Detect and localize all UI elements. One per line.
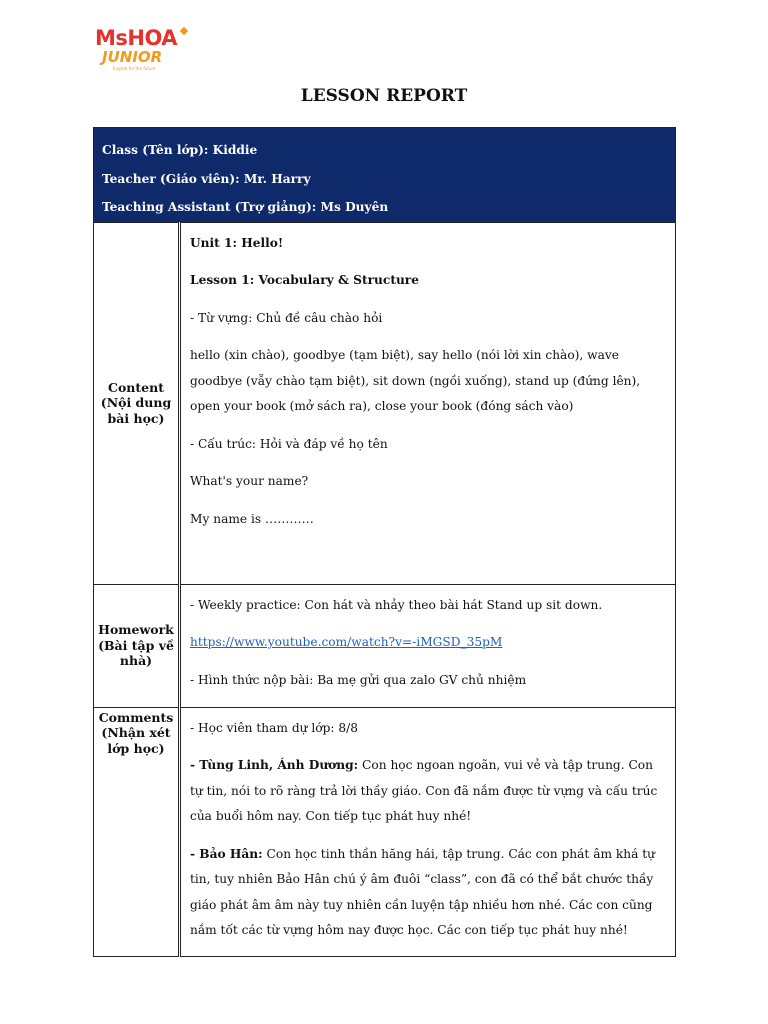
page-title: LESSON REPORT: [300, 86, 468, 106]
class-line: Class (Tên lớp): Kiddie: [102, 143, 258, 157]
homework-video-link[interactable]: https://www.youtube.com/watch?v=-iMGSD_35pM: [190, 635, 503, 649]
brand-logo: [95, 26, 195, 74]
comments-label: Comments (Nhận xét lớp học): [94, 707, 180, 956]
structure-heading: - Cấu trúc: Hỏi và đáp về họ tên: [190, 436, 388, 451]
comment-1: [190, 753, 665, 830]
comment-1-text: Con học ngoan ngoãn, vui vẻ và tập trung. Con tự tin, nói to rõ ràng trả lời thầy giáo. Con đã nắm được từ vựng và cấu trúc của buổi hôm nay. Con tiếp tục phát huy nhé!: [190, 758, 658, 823]
homework-cell: [180, 584, 676, 707]
logo-tagline: English for the future: [113, 66, 156, 71]
vocab-list: hello (xin chào), goodbye (tạm biệt), say hello (nói lời xin chào), wave goodbye (vẫy chào tạm biệt), sit down (ngồi xuống), stand up (đứng lên), open your book (mở sách ra), close your book (đóng sách vào): [190, 348, 641, 413]
report-header: [94, 128, 676, 223]
unit-title: Unit 1: Hello!: [190, 235, 284, 250]
homework-submission: - Hình thức nộp bài: Ba mẹ gửi qua zalo GV chủ nhiệm: [190, 672, 527, 687]
content-label: Content (Nội dung bài học): [94, 222, 180, 584]
homework-label: Homework (Bài tập về nhà): [94, 584, 180, 707]
structure-answer: My name is …………: [190, 511, 314, 526]
lesson-report-table: [93, 127, 676, 957]
content-cell: [180, 222, 676, 584]
assistant-line: Teaching Assistant (Trợ giảng): Ms Duyên: [102, 200, 389, 214]
comment-2-names: - Bảo Hân:: [190, 846, 263, 861]
logo-star-icon: [180, 27, 188, 35]
comments-cell: [180, 707, 676, 956]
lesson-title: Lesson 1: Vocabulary & Structure: [190, 273, 419, 287]
logo-junior: JUNIOR: [102, 48, 163, 66]
comment-1-names: - Tùng Linh, Ánh Dương:: [190, 758, 359, 772]
comment-2: [190, 842, 665, 944]
comment-2-text: Con học tinh thần hăng hái, tập trung. Các con phát âm khá tự tin, tuy nhiên Bảo Hân chú ý âm đuôi “class”, con đã có thể bắt chước thầy giáo phát âm âm này tuy nhiên cần luyện tập nhiều hơn nhé. Các con cũng nắm tốt các từ vựng hôm nay được học. Các con tiếp tục phát huy nhé!: [190, 846, 656, 937]
homework-practice: - Weekly practice: Con hát và nhảy theo bài hát Stand up sit down.: [190, 597, 603, 612]
logo-wordmark: MsHOA: [95, 26, 178, 50]
vocab-heading: - Từ vựng: Chủ đề câu chào hỏi: [190, 310, 383, 325]
attendance: - Học viên tham dự lớp: 8/8: [190, 720, 358, 735]
teacher-line: Teacher (Giáo viên): Mr. Harry: [102, 171, 311, 186]
structure-question: What's your name?: [190, 474, 309, 488]
